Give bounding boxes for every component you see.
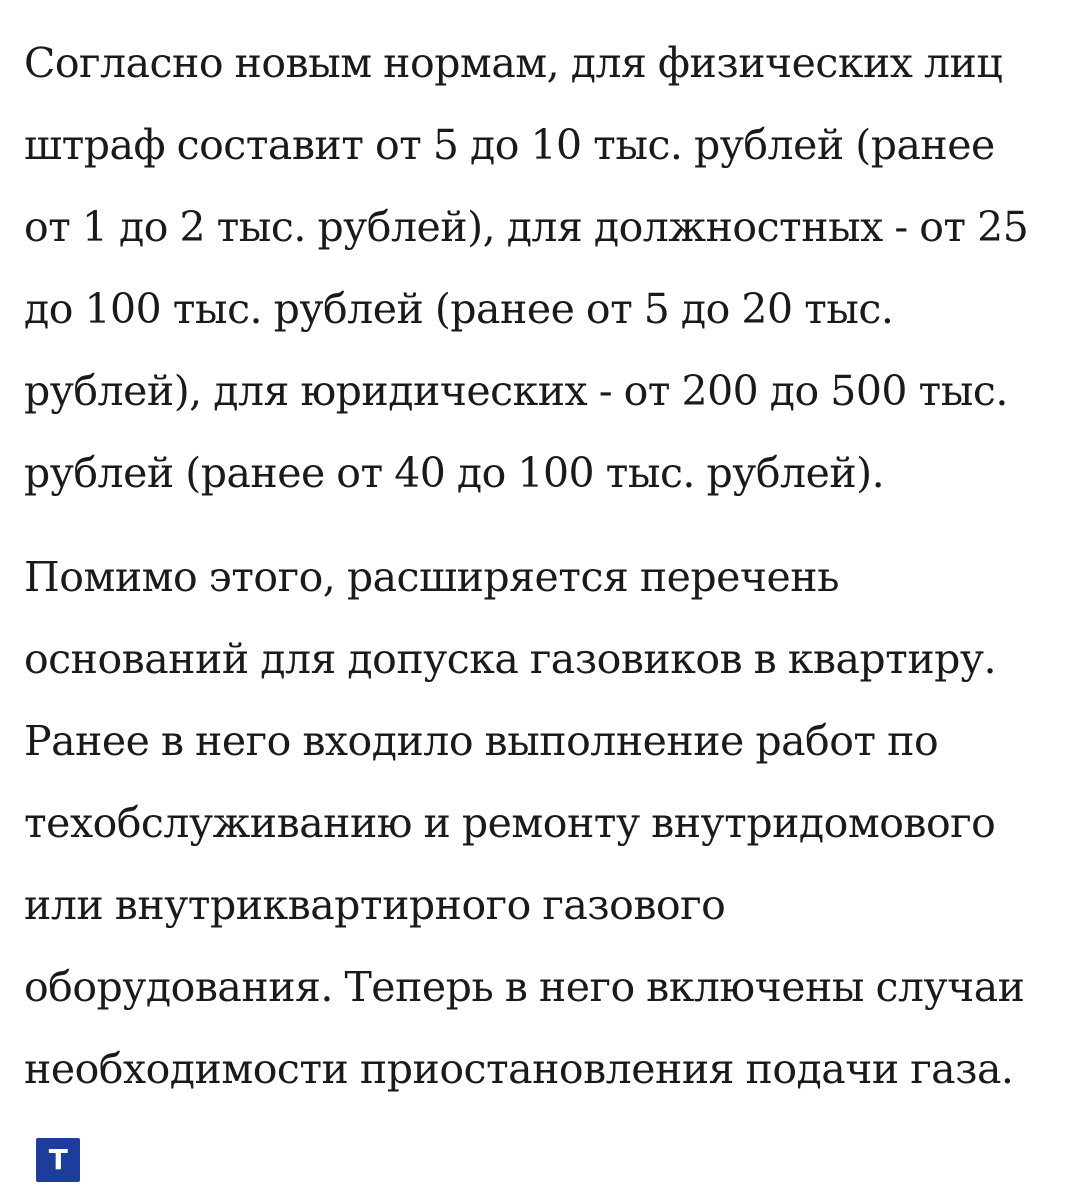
paragraph-fines: Согласно новым нормам, для физических лиц штраф составит от 5 до 10 тыс. рублей (ранее от 1 до 2 тыс. рублей), для должностных - от 25 до 100 тыс. рублей (ранее от 5 до 20 тыс. рублей), для юридических - от 200 до 500 тыс. рублей (ранее от 40 до 100 тыс. рублей). — [24, 39, 1029, 497]
source-logo-icon[interactable]: T — [36, 1138, 80, 1182]
paragraph-gas-access — [24, 536, 1043, 1192]
paragraph-gas-access-text: Помимо этого, расширяется перечень оснований для допуска газовиков в квартиру. Ранее в него входило выполнение работ по техобслуживанию и ремонту внутридомового или внутриквартирного газового оборудования. Теперь в него включены случаи необходимости приостановления подачи газа. — [24, 553, 1025, 1093]
